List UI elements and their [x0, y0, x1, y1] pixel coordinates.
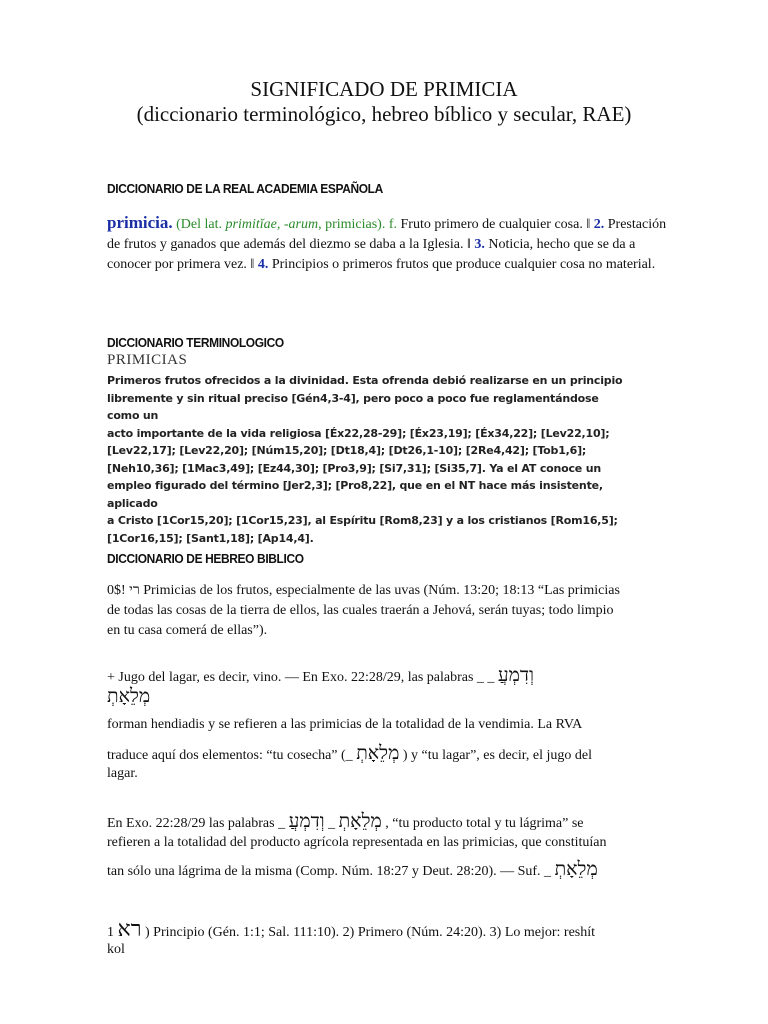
rae-sense-2-num: 2. — [593, 217, 605, 232]
terminologico-heading: DICCIONARIO TERMINOLOGICO — [107, 335, 284, 350]
terminologico-line: [1Cor16,15]; [Sant1,18]; [Ap14,4]. — [107, 531, 314, 545]
rae-etym-word: primitĭae, -arum — [225, 217, 319, 232]
rae-sense-3-num: 3. — [474, 237, 485, 252]
hebreo-heading: DICCIONARIO DE HEBREO BIBLICO — [107, 551, 304, 566]
hebreo-p4-line2: kol — [107, 942, 125, 957]
rae-definition — [107, 213, 667, 275]
hebreo-p2-line4a: traduce aquí dos elementos: “tu cosecha” (_ — [107, 748, 357, 763]
hebreo-p2-line4 — [107, 742, 592, 765]
rae-sense-3: Noticia, hecho que se da a conocer por primera vez. ‖ — [107, 237, 636, 272]
hebrew-word-rosh: רא — [117, 917, 142, 942]
rae-etym-close: , primicias). f. — [318, 217, 401, 232]
terminologico-body — [107, 372, 627, 547]
rae-etym-open: (Del lat. — [176, 217, 226, 232]
terminologico-line: Primeros frutos ofrecidos a la divinidad. Esta ofrenda debió realizarse en un principio — [107, 374, 623, 387]
hebreo-p3-line1a: En Exo. 22:28/29 las palabras _ — [107, 816, 289, 831]
hebreo-p4-line1 — [107, 916, 595, 942]
hebrew-word-melea: מְלֵאָתְ — [338, 810, 382, 832]
hebreo-p1-line: 0$! רי Primicias de los frutos, especialmente de las uvas (Núm. 13:20; 18:13 “Las primicias — [107, 583, 620, 598]
terminologico-line: [Neh10,36]; [1Mac3,49]; [Ez44,30]; [Pro3,9]; [Si7,31]; [Si35,7]. Ya el AT conoce un — [107, 461, 601, 475]
hebrew-word-melea: מְלֵאָתְ — [356, 742, 400, 764]
terminologico-line: a Cristo [1Cor15,20]; [1Cor15,23], al Espíritu [Rom8,23] y a los cristianos [Rom16,5]; — [107, 514, 618, 527]
terminologico-word: PRIMICIAS — [107, 352, 188, 368]
terminologico-line: empleo figurado del término [Jer2,3]; [Pro8,22], que en el NT hace más insistente, aplicado — [107, 479, 603, 510]
hebrew-word-dima: וְדִמְעֲ — [497, 664, 534, 686]
hebrew-word-melea: מְלֵאָתְ — [107, 685, 151, 707]
hebrew-word-melea: מְלֵאָתְ — [554, 858, 598, 880]
hebreo-p3-line3a: tan sólo una lágrima de la misma (Comp. Núm. 18:27 y Deut. 28:20). — Suf. _ — [107, 864, 555, 879]
hebreo-p4-rest: ) Principio (Gén. 1:1; Sal. 111:10). 2) Primero (Núm. 24:20). 3) Lo mejor: reshít — [141, 925, 596, 940]
hebreo-p2-line5: lagar. — [107, 766, 138, 781]
terminologico-line: [Lev22,17]; [Lev22,20]; [Núm15,20]; [Dt18,4]; [Dt26,1-10]; [2Re4,42]; [Tob1,6]; — [107, 444, 587, 457]
document-title: SIGNIFICADO DE PRIMICIA — [250, 77, 518, 101]
hebreo-p3-line1c: , “tu producto total y tu lágrima” se — [381, 816, 584, 831]
hebreo-p3-line1b: _ — [324, 816, 339, 831]
hebreo-p2-line3: forman hendiadis y se refieren a las primicias de la totalidad de la vendimia. La RVA — [107, 717, 583, 732]
hebreo-p1-line: de todas las cosas de la tierra de ellos, las cuales traerán a Jehová, serán tuyas; todo limpio — [107, 603, 614, 618]
rae-sense-2: Prestación de frutos y ganados que además del diezmo se daba a la Iglesia. ‖ — [107, 217, 667, 252]
hebreo-p2-line4b: ) y “tu lagar”, es decir, el jugo del — [399, 748, 592, 763]
rae-lemma: primicia. — [107, 213, 173, 232]
document-subtitle: (diccionario terminológico, hebreo bíblico y secular, RAE) — [136, 102, 632, 126]
rae-sense-4-num: 4. — [257, 257, 269, 272]
hebreo-p2-line1 — [107, 664, 534, 687]
hebreo-p3-line3 — [107, 858, 598, 881]
hebreo-p2-line2 — [107, 685, 150, 708]
hebreo-p2-prefix: + Jugo del lagar, es decir, vino. — En Exo. 22:28/29, las palabras _ _ — [107, 670, 498, 685]
hebreo-p4-num: 1 — [107, 925, 114, 940]
hebreo-p1-line: en tu casa comerá de ellas”). — [107, 623, 268, 638]
rae-sense-1: Fruto primero de cualquier cosa. ‖ — [400, 217, 594, 232]
hebrew-word-dima: וְדִמְעֲ — [288, 810, 325, 832]
hebreo-p3-line2: refieren a la totalidad del producto agrícola representada en las primicias, que constituían — [107, 835, 607, 850]
rae-sense-4: Principios o primeros frutos que produce cualquier cosa no material. — [268, 257, 656, 272]
terminologico-line: acto importante de la vida religiosa [Éx22,28-29]; [Éx23,19]; [Éx34,22]; [Lev22,10]; — [107, 426, 610, 440]
rae-heading: DICCIONARIO DE LA REAL ACADEMIA ESPAÑOLA — [107, 181, 383, 196]
hebreo-p3-line1 — [107, 810, 584, 833]
terminologico-line: libremente y sin ritual preciso [Gén4,3-4], pero poco a poco fue reglamentándose como un — [107, 391, 599, 422]
